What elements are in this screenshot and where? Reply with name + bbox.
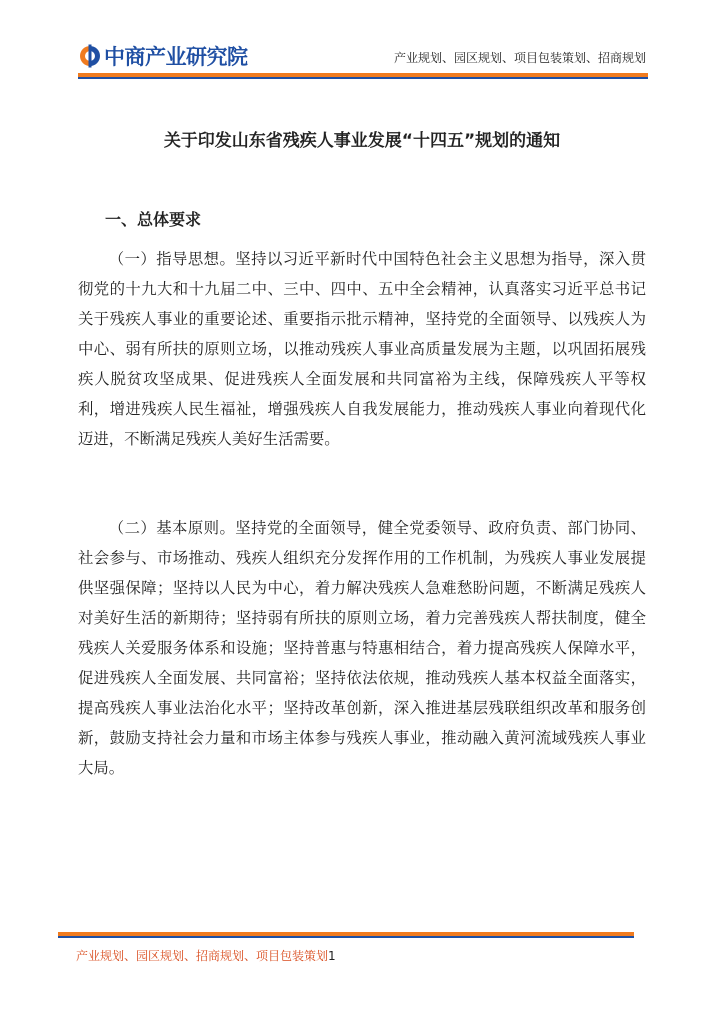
page-footer bbox=[76, 947, 336, 964]
section-heading: 一、总体要求 bbox=[105, 210, 202, 229]
footer-divider-blue bbox=[58, 936, 634, 938]
paragraph-basic-principles: （二）基本原则。坚持党的全面领导，健全党委领导、政府负责、部门协同、社会参与、市场推动、残疾人组织充分发挥作用的工作机制，为残疾人事业发展提供坚强保障；坚持以人民为中心，着力解决残疾人急难愁盼问题，不断满足残疾人对美好生活的新期待；坚持弱有所扶的原则立场，着力完善残疾人帮扶制度，健全残疾人关爱服务体系和设施；坚持普惠与特惠相结合，着力提高残疾人保障水平，促进残疾人全面发展、共同富裕；坚持依法依规，推动残疾人基本权益全面落实，提高残疾人事业法治化水平；坚持改革创新，深入推进基层残联组织改革和服务创新，鼓励支持社会力量和市场主体参与残疾人事业，推动融入黄河流域残疾人事业大局。 bbox=[78, 519, 646, 777]
logo bbox=[78, 41, 248, 71]
document-title: 关于印发山东省残疾人事业发展“十四五”规划的通知 bbox=[163, 131, 561, 151]
header-tagline: 产业规划、园区规划、项目包装策划、招商规划 bbox=[393, 51, 646, 65]
page-number: 1 bbox=[328, 949, 336, 963]
footer-tagline: 产业规划、园区规划、招商规划、项目包装策划 bbox=[76, 949, 329, 963]
header-divider-blue bbox=[78, 77, 648, 79]
logo-text: 中商产业研究院 bbox=[104, 45, 248, 69]
paragraph-guiding-ideology: （一）指导思想。坚持以习近平新时代中国特色社会主义思想为指导，深入贯彻党的十九大和十九届二中、三中、四中、五中全会精神，认真落实习近平总书记关于残疾人事业的重要论述、重要指示批示精神，坚持党的全面领导、以残疾人为中心、弱有所扶的原则立场，以推动残疾人事业高质量发展为主题，以巩固拓展残疾人脱贫攻坚成果、促进残疾人全面发展和共同富裕为主线，保障残疾人平等权利，增进残疾人民生福祉，增强残疾人自我发展能力，推动残疾人事业向着现代化迈进，不断满足残疾人美好生活需要。 bbox=[78, 250, 646, 448]
logo-mark-icon bbox=[78, 44, 102, 68]
page-header bbox=[0, 0, 724, 80]
